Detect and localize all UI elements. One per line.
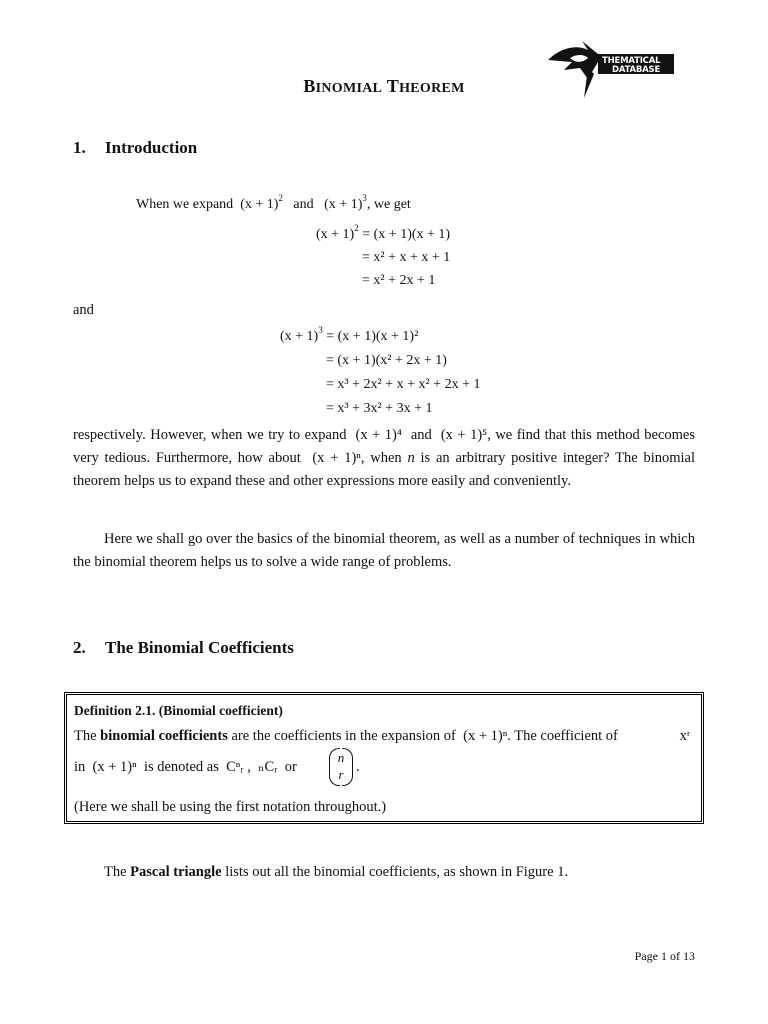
square-eq-line1: $(x + 1)^2 = (x + 1)(x + 1)$ xyxy=(316,223,451,242)
binomial-symbol: n r xyxy=(329,748,353,786)
square-eq-line2: = x² + x + x + 1 xyxy=(362,250,451,265)
page-number: Page 1 of 13 xyxy=(634,949,695,963)
paragraph-overview: Here we shall go over the basics of the binomial theorem, as well as a number of techniques in which the binomial theorem helps us to solve a wide range of problems. xyxy=(73,531,695,570)
logo-line2: DATABASE xyxy=(612,65,661,75)
definition-line1: The binomial coefficients are the coefficients in the expansion of (x + 1)ⁿ. The coefficient of xʳ xyxy=(74,728,690,744)
square-eq-line3: = x² + 2x + 1 xyxy=(362,273,436,288)
and-label: and xyxy=(73,302,94,318)
cube-eq-line1: $(x + 1)^3 = (x + 1)(x + 1)^2$ xyxy=(280,325,419,344)
cube-eq-line2: = (x + 1)(x² + 2x + 1) xyxy=(326,353,447,368)
section-2-heading: 2. The Binomial Coefficients xyxy=(73,638,294,657)
definition-title: Definition 2.1. (Binomial coefficient) xyxy=(74,703,283,718)
pascal-line: The Pascal triangle lists out all the binomial coefficients, as shown in Figure 1. xyxy=(104,864,569,880)
definition-line2: in (x + 1)ⁿ is denoted as Cⁿᵣ , ₙCᵣ or xyxy=(74,759,297,775)
expr-square: $(x + 1)^2$ xyxy=(240,193,283,212)
definition-note: (Here we shall be using the first notation throughout.) xyxy=(74,799,387,815)
cube-eq-line4: = x³ + 3x² + 3x + 1 xyxy=(326,401,433,416)
page-title: BINOMIAL THEOREM xyxy=(303,76,465,96)
paragraph-respectively: respectively. However, when we try to expand (x + 1)⁴ and (x + 1)⁵, we find that this method becomes very tedious. Furthermore, how about (x + 1)ⁿ, when n is an arbitrary positive integer? The binomial theorem helps us to expand these and other expressions more easily and conveniently. xyxy=(73,427,695,489)
logo-line1: THEMATICAL xyxy=(602,56,661,66)
cube-eq-line3: = x³ + 2x² + x + x² + 2x + 1 xyxy=(326,377,481,392)
intro-line: When we expand $(x + 1)^2$ and $(x + 1)^3$, we get xyxy=(136,193,411,212)
definition-box: Definition 2.1. (Binomial coefficient) The binomial coefficients are the coefficients in the expansion of (x + 1)ⁿ. The coefficient of xʳ in (x + 1)ⁿ is denoted as Cⁿᵣ , ₙCᵣ or n r . (Here we shall be using the first notation throughout.) xyxy=(66,694,702,822)
section-1-heading: 1. Introduction xyxy=(73,138,198,157)
expr-cube: $(x + 1)^3$ xyxy=(324,193,367,212)
